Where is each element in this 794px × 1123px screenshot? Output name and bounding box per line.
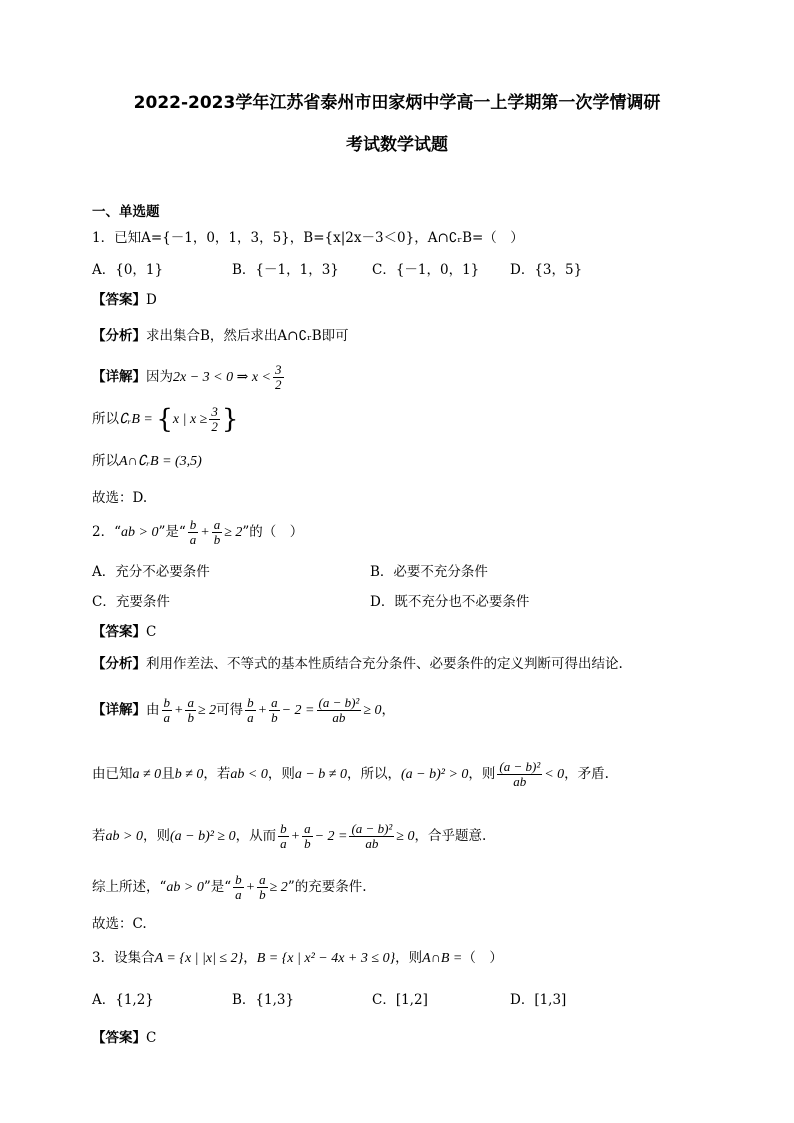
- q3-stem: 3．设集合A = {x | |x| ≤ 2}，B = {x | x² − 4x + 3 ≤ 0}，则A∩B =（ ）: [92, 950, 503, 966]
- q2-option-c: C．充要条件: [92, 594, 170, 610]
- q2-detail-line2: 由已知a ≠ 0且b ≠ 0，若ab < 0，则a − b ≠ 0，所以，(a − b)² > 0，则 $\frac{\text{(a − b)²}}{ab}$ < 0，矛盾.: [92, 759, 609, 789]
- q2-conclusion: 故选：C.: [92, 916, 147, 932]
- q1-answer: 【答案】D: [92, 292, 157, 308]
- q2-detail-line1: 【详解】由 $\frac{b}{a}$ + $\frac{a}{b}$ ≥ 2可得 $\frac{b}{a}$ + $\frac{a}{b}$ − 2 = $\frac{\text{(a − b)²}}{ab}$ ≥ 0，: [92, 695, 396, 725]
- q1-detail-line3: 所以A∩∁ᵣB = (3,5): [92, 453, 202, 469]
- q2-option-d: D．既不充分也不必要条件: [370, 594, 530, 610]
- q2-option-b: B．必要不充分条件: [370, 564, 488, 580]
- document-title-line2: 考试数学试题: [346, 135, 448, 155]
- q2-option-a: A．充分不必要条件: [92, 564, 210, 580]
- q3-option-b: B．{1,3}: [232, 992, 295, 1008]
- q2-detail-line3: 若ab > 0，则(a − b)² ≥ 0，从而 $\frac{b}{a}$ + $\frac{a}{b}$ − 2 = $\frac{\text{(a − b)²}}{ab}$ ≥ 0，合乎题意.: [92, 821, 487, 851]
- q1-option-a: A．{0，1}: [92, 262, 164, 278]
- q3-option-a: A．{1,2}: [92, 992, 154, 1008]
- q2-detail-line4: 综上所述，“ab > 0”是“ $\frac{b}{a}$ + $\frac{a}{b}$ ≥ 2”的充要条件.: [92, 872, 367, 902]
- q3-option-c: C．[1,2]: [372, 992, 428, 1008]
- q1-option-b: B．{－1，1，3}: [232, 262, 339, 278]
- q1-option-d: D．{3，5}: [510, 262, 583, 278]
- q3-answer: 【答案】C: [92, 1030, 157, 1046]
- q1-analysis: 【分析】求出集合B，然后求出A∩∁ᵣB即可: [92, 328, 349, 344]
- q2-answer: 【答案】C: [92, 624, 157, 640]
- q1-option-c: C．{－1，0，1}: [372, 262, 480, 278]
- q1-detail-line1: 【详解】因为2x − 3 < 0 ⇒ x < $\frac{3}{2}$: [92, 362, 282, 392]
- q2-analysis: 【分析】利用作差法、不等式的基本性质结合充分条件、必要条件的定义判断可得出结论.: [92, 656, 623, 672]
- q1-stem: 1．已知A={－1，0，1，3，5}，B={x|2x－3＜0}，A∩∁ᵣB=（ ）: [92, 230, 524, 246]
- q3-option-d: D．[1,3]: [510, 992, 567, 1008]
- q2-stem: 2．“ab > 0”是“ $\frac{b}{a}$ + $\frac{a}{b}$ ≥ 2”的（ ）: [92, 517, 304, 547]
- q1-conclusion: 故选：D.: [92, 490, 148, 506]
- q1-detail-line2: 所以∁ᵣB = {x | x ≥ $\frac{3}{2}$ }: [92, 404, 239, 435]
- section-heading: 一、单选题: [92, 204, 160, 220]
- document-title-line1: 2022-2023学年江苏省泰州市田家炳中学高一上学期第一次学情调研: [133, 93, 661, 113]
